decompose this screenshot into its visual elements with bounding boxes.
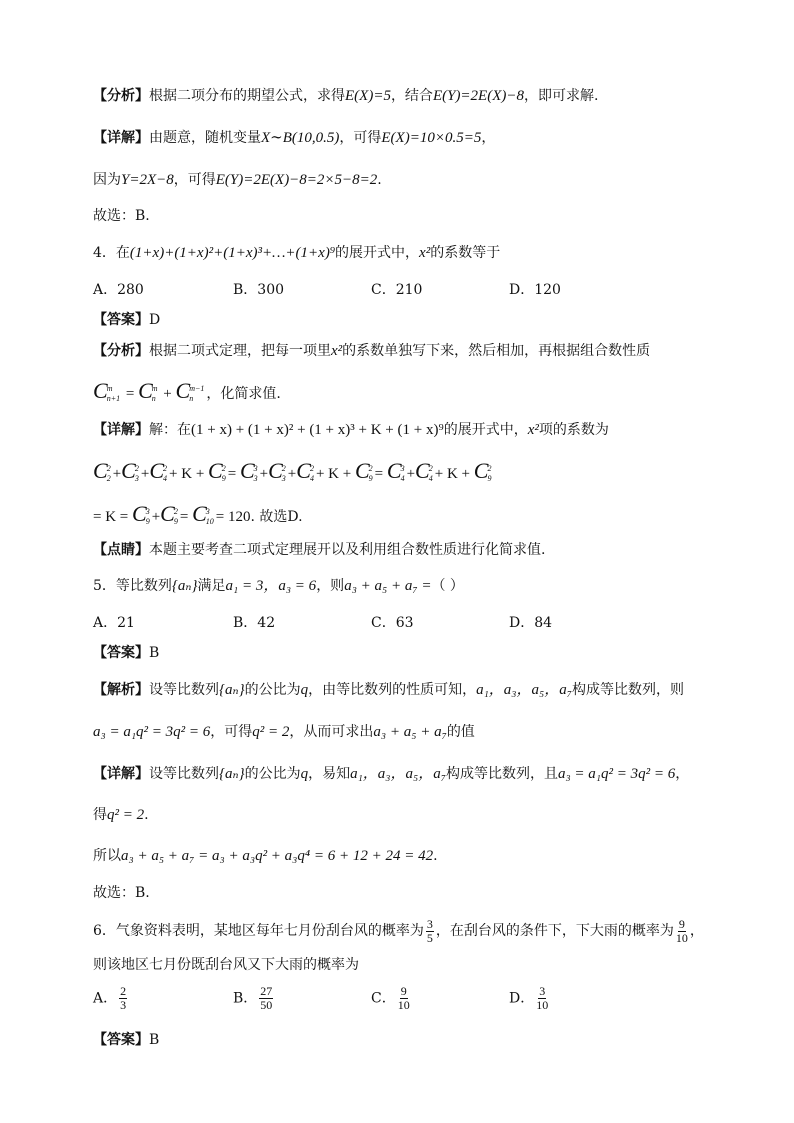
math: a₃ + a₅ + a₇ bbox=[373, 724, 447, 740]
answer-tag: 【答案】 bbox=[93, 645, 149, 661]
option-d: D．120 bbox=[509, 282, 561, 298]
option-label: C． bbox=[371, 990, 396, 1007]
combination-indices: m n+1 bbox=[106, 384, 121, 403]
combination-indices: m−1 n bbox=[189, 384, 205, 403]
text: . bbox=[433, 848, 438, 864]
q3-line3 bbox=[93, 170, 734, 190]
option-a bbox=[93, 985, 129, 1012]
text: ，则 bbox=[316, 578, 345, 594]
math: Y=2X−8 bbox=[121, 172, 174, 188]
q4-options bbox=[93, 280, 693, 300]
q5-q-line bbox=[93, 805, 734, 825]
math: {aₙ} bbox=[171, 578, 198, 594]
explanation-tag: 【解析】 bbox=[93, 682, 149, 698]
fraction bbox=[119, 985, 127, 1012]
option-c: C．63 bbox=[371, 615, 414, 631]
math: E(Y)=2E(X)−8 bbox=[432, 88, 524, 104]
answer-value: B bbox=[149, 1032, 160, 1048]
math: x² bbox=[331, 343, 343, 359]
q3-detail-line bbox=[93, 128, 734, 148]
math: E(X)=5 bbox=[345, 88, 391, 104]
math: q² = 2 bbox=[107, 807, 145, 823]
ellipsis-k: K bbox=[328, 466, 339, 482]
q4-sum-line: C 2 2 +C 2 3 +C 2 4 + K + C 2 9 = C 3 3 +C 2 3 +C 2 4 + K + C 2 9 = C 3 4 +C 2 4 + K + C 2 9 bbox=[93, 458, 492, 483]
q5-explanation-line1 bbox=[93, 680, 734, 700]
math: = 120 bbox=[215, 509, 251, 525]
detail-tag: 【详解】 bbox=[93, 766, 149, 782]
option-d: D．84 bbox=[509, 615, 553, 631]
option-label: D． bbox=[509, 990, 535, 1007]
text: 6．气象资料表明，某地区每年七月份刮台风的概率为 bbox=[93, 923, 424, 939]
numerator: 27 bbox=[260, 984, 273, 998]
text: ，由等比数列的性质可知， bbox=[308, 682, 477, 698]
text: 由题意，随机变量 bbox=[149, 130, 261, 146]
text: 5．等比数列 bbox=[93, 578, 172, 594]
q4-detail-line bbox=[93, 420, 734, 440]
text: 设等比数列 bbox=[149, 682, 219, 698]
text: 根据二项分布的期望公式，求得 bbox=[149, 88, 345, 104]
text: ， bbox=[675, 766, 690, 782]
text: 的展开式中， bbox=[443, 422, 528, 438]
denominator: 3 bbox=[120, 998, 127, 1012]
numerator: 3 bbox=[539, 984, 546, 998]
option-b bbox=[233, 985, 275, 1012]
commentary-tag: 【点睛】 bbox=[93, 542, 149, 558]
text: ，可得 bbox=[339, 130, 382, 146]
text: （ ） bbox=[431, 578, 464, 594]
combination-symbol: C bbox=[175, 378, 191, 403]
analysis-tag: 【分析】 bbox=[93, 343, 149, 359]
math: q bbox=[300, 682, 309, 698]
q5-explanation-line2 bbox=[93, 722, 734, 742]
text: ，在刮台风的条件下，下大雨的概率为 bbox=[435, 923, 674, 939]
text: ，从而可求出 bbox=[289, 724, 374, 740]
fraction bbox=[536, 985, 548, 1012]
text: 的值 bbox=[446, 724, 475, 740]
text: 因为 bbox=[93, 172, 121, 188]
text: . 故选D. bbox=[250, 509, 303, 525]
answer-value: B bbox=[149, 645, 160, 661]
ellipsis-k: K bbox=[181, 466, 193, 482]
q4-answer bbox=[93, 310, 734, 330]
math: a₁，a₃，a₅，a₇ bbox=[350, 766, 446, 782]
math: (1+x)+(1+x)²+(1+x)³+…+(1+x)⁹ bbox=[129, 245, 336, 261]
math: q² = 2 bbox=[252, 724, 290, 740]
numerator: 9 bbox=[400, 984, 407, 998]
text: 的系数单独写下来，然后相加，再根据组合数性质 bbox=[342, 343, 651, 359]
denominator: 10 bbox=[536, 998, 549, 1012]
denominator: 50 bbox=[260, 998, 273, 1012]
text: ，即可求解. bbox=[524, 88, 599, 104]
math: a₃ = a₁q² = 3q² = 6 bbox=[557, 766, 676, 782]
option-label: A． bbox=[93, 990, 118, 1007]
text: ，可得 bbox=[173, 172, 216, 188]
text: ， bbox=[689, 923, 704, 939]
text: ，结合 bbox=[390, 88, 433, 104]
option-a: A．280 bbox=[93, 282, 144, 298]
detail-tag: 【详解】 bbox=[93, 130, 149, 146]
numerator: 2 bbox=[120, 984, 127, 998]
q4-commentary bbox=[93, 540, 734, 560]
q6-stem-line2: 则该地区七月份既刮台风又下大雨的概率为 bbox=[93, 957, 359, 973]
fraction bbox=[398, 985, 410, 1012]
math: x² bbox=[419, 245, 431, 261]
text: 解：在 bbox=[149, 422, 191, 438]
text: 设等比数列 bbox=[149, 766, 219, 782]
math: a₃ + a₅ + a₇ = bbox=[344, 578, 432, 594]
q6-options bbox=[93, 985, 693, 1019]
q3-analysis-line bbox=[93, 86, 734, 106]
fraction bbox=[426, 918, 434, 945]
option-b: B．42 bbox=[233, 615, 276, 631]
text: ， bbox=[481, 130, 496, 146]
option-c: C．210 bbox=[371, 282, 423, 298]
math: x² bbox=[527, 422, 539, 438]
math: E(X)=10×0.5=5 bbox=[381, 130, 482, 146]
text: 根据二项式定理，把每一项里 bbox=[149, 343, 331, 359]
q4-stem bbox=[93, 243, 734, 263]
text: . bbox=[377, 172, 382, 188]
fraction bbox=[676, 918, 688, 945]
option-c bbox=[371, 985, 412, 1012]
combination-symbol: C bbox=[138, 378, 153, 403]
text: 的公比为 bbox=[244, 682, 301, 698]
denominator: 5 bbox=[426, 930, 433, 945]
text: 满足 bbox=[197, 578, 226, 594]
q3-choice: 故选：B. bbox=[93, 208, 150, 224]
text: 所以 bbox=[93, 848, 121, 864]
combination-indices: m n bbox=[151, 384, 158, 403]
math: = K = bbox=[93, 509, 129, 525]
text: 的公比为 bbox=[244, 766, 301, 782]
text: 项的系数为 bbox=[538, 422, 609, 438]
q5-detail-line bbox=[93, 764, 734, 784]
fraction bbox=[259, 985, 273, 1012]
text: 的展开式中， bbox=[335, 245, 420, 261]
q5-options bbox=[93, 613, 693, 633]
answer-value: D bbox=[149, 312, 161, 328]
numerator: 9 bbox=[678, 916, 685, 931]
q5-choice: 故选：B. bbox=[93, 885, 150, 901]
text: 4．在 bbox=[93, 245, 130, 261]
option-d bbox=[509, 985, 550, 1012]
math: a₃ + a₅ + a₇ = a₃ + a₃q² + a₃q⁴ = 6 + 12 + 24 = 42 bbox=[121, 848, 434, 864]
math: (1 + x) + (1 + x)² + (1 + x)³ + K + (1 + x)⁹ bbox=[191, 422, 444, 438]
answer-tag: 【答案】 bbox=[93, 1032, 149, 1048]
denominator: 10 bbox=[675, 930, 688, 945]
q6-answer bbox=[93, 1030, 734, 1050]
text: 构成等比数列，则 bbox=[571, 682, 684, 698]
q4-analysis-line bbox=[93, 341, 734, 361]
q4-result-line: = K = C 3 9 +C 2 9 = C 3 10 = 120. 故选D. bbox=[93, 501, 303, 526]
text: 本题主要考查二项式定理展开以及利用组合数性质进行化简求值. bbox=[149, 542, 546, 558]
q6-stem-line1 bbox=[93, 916, 734, 946]
analysis-tag: 【分析】 bbox=[93, 88, 149, 104]
math: E(Y)=2E(X)−8=2×5−8=2 bbox=[215, 172, 378, 188]
denominator: 10 bbox=[397, 998, 410, 1012]
math: q bbox=[300, 766, 309, 782]
detail-tag: 【详解】 bbox=[93, 422, 149, 438]
math: a₃ = a₁q² = 3q² = 6 bbox=[93, 724, 211, 740]
ellipsis-k: K bbox=[446, 466, 458, 482]
option-b: B．300 bbox=[233, 282, 285, 298]
combination-symbol: C bbox=[93, 378, 108, 403]
q5-answer bbox=[93, 643, 734, 663]
text: ，可得 bbox=[210, 724, 253, 740]
text: 的系数等于 bbox=[430, 245, 501, 261]
math: {aₙ} bbox=[219, 766, 245, 782]
option-a: A．21 bbox=[93, 615, 135, 631]
text: . bbox=[144, 807, 149, 823]
text: ，化简求值. bbox=[206, 386, 281, 402]
math: a₁，a₃，a₅，a₇ bbox=[476, 682, 572, 698]
q5-sum-line bbox=[93, 846, 734, 866]
answer-tag: 【答案】 bbox=[93, 312, 149, 328]
q5-stem bbox=[93, 576, 734, 596]
numerator: 3 bbox=[426, 916, 433, 931]
option-label: B． bbox=[233, 990, 258, 1007]
math: a₁ = 3，a₃ = 6 bbox=[225, 578, 317, 594]
text: 得 bbox=[93, 807, 107, 823]
math: X∼B(10,0.5) bbox=[261, 130, 340, 146]
text: ，易知 bbox=[308, 766, 351, 782]
q4-identity-line: C m n+1 = C m n + C m−1 n ，化简求值. bbox=[93, 378, 281, 403]
math: {aₙ} bbox=[219, 682, 245, 698]
text: 构成等比数列，且 bbox=[445, 766, 558, 782]
